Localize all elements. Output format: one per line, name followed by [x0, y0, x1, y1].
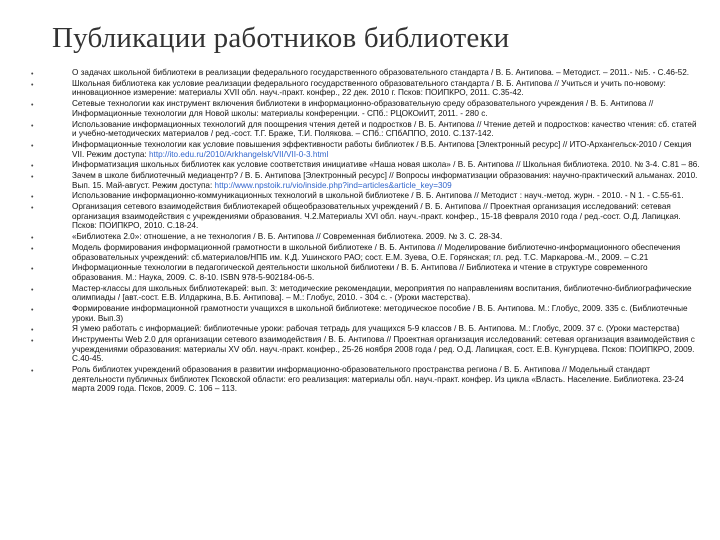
publication-text: Я умею работать с информацией: библиотечные уроки: рабочая тетрадь для учащихся 5-9 классов / В. Б. Антипова. М.: Глобус, 2009. 37 с. (Уроки мастерства)	[72, 324, 680, 334]
bullet-icon: •	[31, 338, 34, 346]
bullet-icon: •	[31, 163, 34, 171]
list-item	[28, 171, 700, 190]
bullet-icon: •	[31, 245, 34, 253]
publication-text: Зачем в школе библиотечный медиацентр? / В. Б. Антипова [Электронный ресурс] // Вопросы информатизации образования: научно-практический альманах. 2010. Вып. 15. Май-август. Режим доступа:	[72, 171, 698, 190]
bullet-icon: •	[31, 194, 34, 202]
publication-text: Школьная библиотека как условие реализации федерального государственного образовательного стандарта / В. Б. Антипова // Учиться и учить по-новому: инновационное измерение: материалы XVII обл. науч.-практ. конфер., 22 дек. 2010 г. Псков: ПОИПКРО, 2011. С.35-42.	[72, 78, 666, 98]
publication-text: Роль библиотек учреждений образования в развитии информационно-образовательного пространства региона / В. Б. Антипова // Модельный стандарт деятельности публичных библиотек Псковской области: его реализация: материалы обл. науч.-практ. конфер. Из цикла «Власть. Население. Библиотека. 23-24 марта 2009 года. Псков, 2009. С. 106 – 113.	[72, 365, 684, 394]
publication-link[interactable]: http://www.npstoik.ru/vio/inside.php?ind=articles&article_key=309	[214, 180, 452, 190]
bullet-icon: •	[31, 266, 34, 274]
bullet-icon: •	[31, 307, 34, 315]
list-item	[28, 120, 700, 139]
list-item	[28, 243, 700, 262]
list-item	[28, 304, 700, 323]
list-item	[28, 284, 700, 303]
bullet-icon: •	[31, 122, 34, 130]
list-item	[28, 365, 700, 394]
bullet-icon: •	[31, 81, 34, 89]
list-item	[28, 202, 700, 231]
list-item	[28, 263, 700, 282]
bullet-icon: •	[31, 368, 34, 376]
publication-text: Информатизация школьных библиотек как условие соответствия инициативе «Наша новая школа» / В. Б. Антипова // Школьная библиотека. 2010. № 3-4. С.81 – 86.	[72, 160, 700, 170]
bullet-icon: •	[31, 174, 34, 182]
publication-text: Модель формирования информационной грамотности в школьной библиотеке / В. Б. Антипова // Моделирование библиотечно-информационного обеспечения образовательных учреждений: сб.материалов/НПБ им. К.Д. Ушинского РАО; сост. Е.М. Зуева, О.Е. Горянская; гл. ред. Т.С. Маркарова.-М., 2009. – С.21	[72, 242, 681, 262]
publication-text: Информационные технологии в педагогической деятельности школьной библиотеки / В. Б. Антипова // Библиотека и чтение в структуре современного образования. М.: Наука, 2009. С. 8-10. ISBN 978-5-902184-06-5.	[72, 263, 648, 282]
bullet-icon: •	[31, 205, 34, 213]
list-item	[28, 68, 700, 78]
bullet-icon: •	[31, 102, 34, 110]
page-title: Публикации работников библиотеки	[52, 22, 510, 54]
list-item	[28, 160, 700, 170]
list-item	[28, 335, 700, 364]
publication-text: «Библиотека 2.0»: отношение, а не технология / В. Б. Антипова // Современная библиотека. 2009. № 3. С. 28-34.	[72, 232, 503, 242]
publication-list	[28, 68, 700, 395]
publication-text: Использование информационных технологий для поощрения чтения детей и подростков / В. Б. Антипова // Чтение детей и подростков: качество чтения: сб. статей и учебно-методических материалов / ред.-сост. Т.Г. Браже, Т.И. Полякова. – СПб.: СПбАППО, 2010. С.137-142.	[72, 119, 697, 139]
bullet-icon: •	[31, 235, 34, 243]
bullet-icon: •	[31, 327, 34, 335]
publication-text: Инструменты Web 2.0 для организации сетевого взаимодействия / В. Б. Антипова // Проектная организация исследований: сетевая организация взаимодействия с учреждениями образования: материалы XV обл. науч.-практ. конфер., 25-26 ноября 2008 года / ред. О.Д. Лапицкая, сост. Е.В. Кунгурцева. Псков: ПОИПКРО, 2009. С.40-45.	[72, 335, 695, 364]
bullet-icon: •	[31, 71, 34, 78]
list-item	[28, 232, 700, 242]
publication-text: О задачах школьной библиотеки в реализации федерального государственного образовательного стандарта / В. Б. Антипова. – Методист. – 2011.- №5. - С.46-52.	[72, 68, 690, 77]
list-item	[28, 324, 700, 334]
publication-text: Сетевые технологии как инструмент включения библиотеки в информационно-образовательную среду образовательного учреждения / В. Б. Антипова // Информационные технологии для Новой школы: материалы конференции. - СПб.: РЦОКОиИТ, 2011. - 280 с.	[72, 99, 654, 118]
bullet-icon: •	[31, 142, 34, 150]
publication-link[interactable]: http://ito.edu.ru/2010/Arkhangelsk/VII/VII-0-3.html	[148, 149, 329, 159]
publication-text: Мастер-классы для школьных библиотекарей: вып. 3: методические рекомендации, мероприятия по направлениям воспитания, библиотечно-библиографические олимпиады / [авт.-сост. Е.В. Илдаркина, В.Б. Антипова]. – М.: Глобус, 2010. - 304 с. - (Уроки мастерства).	[72, 283, 692, 303]
bullet-icon: •	[31, 286, 34, 294]
publication-text: Формирование информационной грамотности учащихся в школьной библиотеке: методическое пособие / В. Б. Антипова. М.: Глобус, 2009. 335 с. (Библиотечные уроки. Вып.3)	[72, 304, 688, 323]
list-item	[28, 140, 700, 159]
publication-text: Организация сетевого взаимодействия библиотекарей общеобразовательных учреждений / В. Б. Антипова // Проектная организация исследований: сетевая организация взаимодействия с учреждениями образования. Ч.2.Материалы XVI обл. науч.-практ. конфер., 15-18 февраля 2010 года / ред.-сост. О.Д. Лапицкая. Псков: ПОИПКРО, 2010. С.18-24.	[72, 202, 681, 231]
publication-text: Использование информационно-коммуникационных технологий в школьной библиотеке / В. Б. Антипова // Методист : науч.-метод. журн. - 2010. - N 1. - С.55-61.	[72, 191, 684, 201]
publication-text: Информационные технологии как условие повышения эффективности работы библиотек / В.Б. Антипова [Электронный ресурс] // ИТО-Архангельск-2010 / Секция VII. Режим доступа:	[72, 139, 692, 159]
list-item	[28, 99, 700, 118]
list-item	[28, 191, 700, 201]
list-item	[28, 79, 700, 98]
